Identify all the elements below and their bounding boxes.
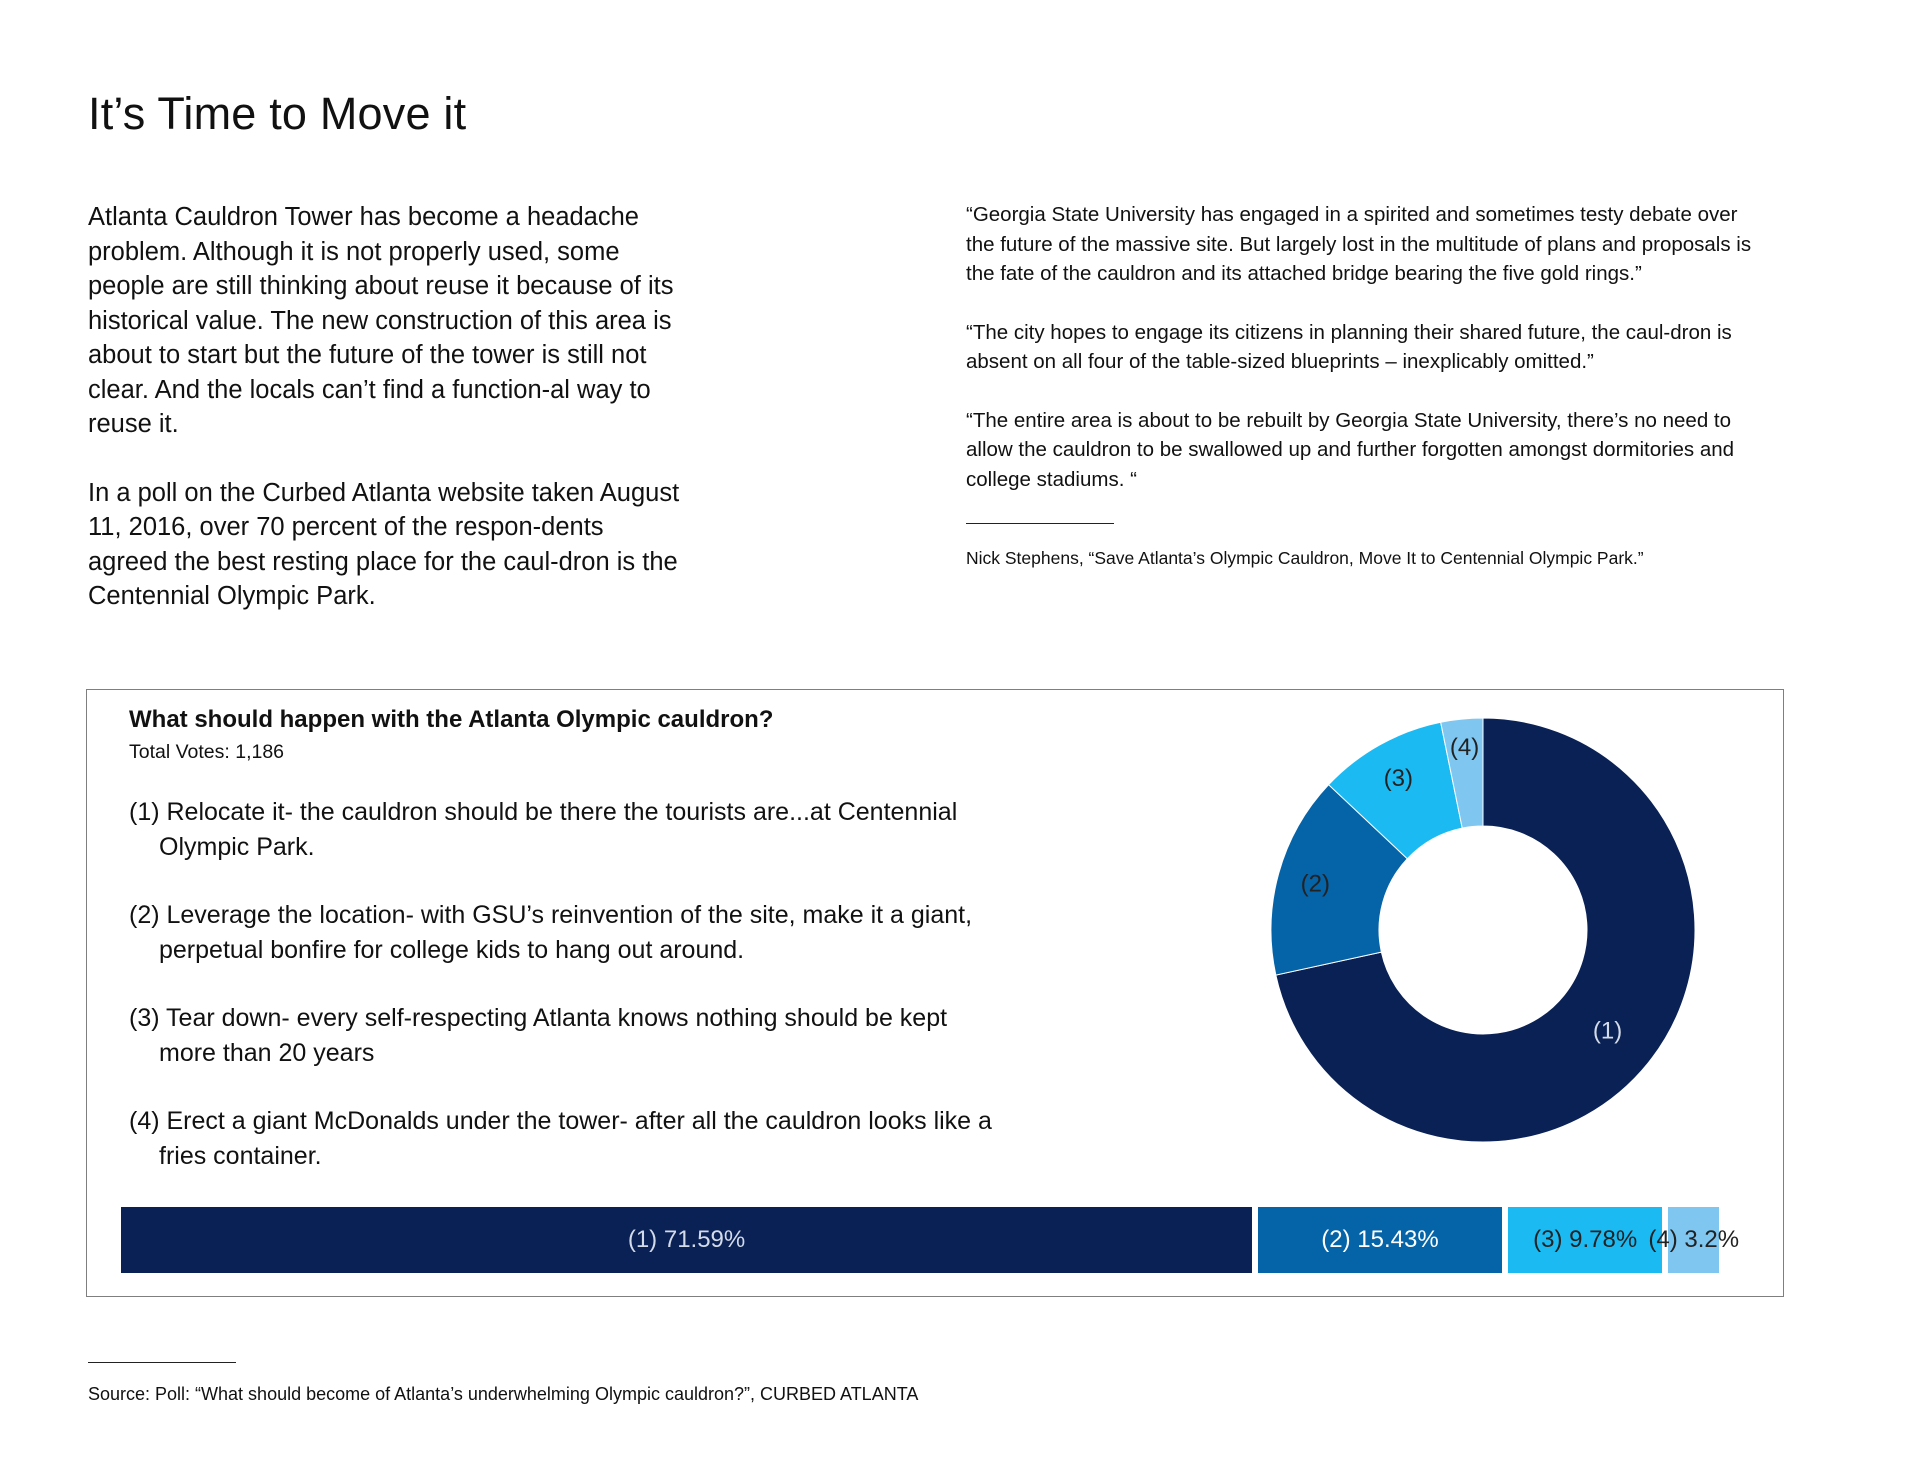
donut-label-3: (3) [1383, 764, 1413, 792]
bar-label-1: (1) 71.59% [627, 1226, 746, 1253]
page-title: It’s Time to Move it [88, 88, 467, 139]
poll-option: (4) Erect a giant McDonalds under the tower- after all the cauldron looks like a fries container. [129, 1107, 992, 1170]
poll-option: (1) Relocate it- the cauldron should be there the tourists are...at Centennial Olympic Park. [129, 798, 958, 861]
poll-total-votes: Total Votes: 1,186 [129, 741, 285, 763]
poll-question: What should happen with the Atlanta Olympic cauldron? [129, 706, 774, 733]
bar-segment-4 [1648, 1207, 1740, 1273]
poll-option: (3) Tear down- every self-respecting Atlanta knows nothing should be kept more than 20 years [129, 1004, 948, 1067]
donut-chart [1265, 712, 1725, 1172]
bar-label-2: (2) 15.43% [1321, 1226, 1439, 1253]
quote: “The entire area is about to be rebuilt by Georgia State University, there’s no need to allow the cauldron to be swallowed up and further forgotten amongst dormitories and college stadiums. “ [966, 408, 1735, 491]
bar-segment-3 [1508, 1207, 1663, 1273]
intro-text [88, 200, 688, 648]
intro-paragraph: Atlanta Cauldron Tower has become a headache problem. Although it is not properly used, some people are still thinking about reuse it because of its historical value. The new construction of this area is about to start but the future of the tower is still not clear. And the locals can’t find a function-al way to reuse it. [88, 203, 674, 438]
quote: “The city hopes to engage its citizens in planning their shared future, the caul-dron is absent on all four of the table-sized blueprints – inexplicably omitted.” [966, 320, 1732, 373]
quote: “Georgia State University has engaged in a spirited and sometimes testy debate over the future of the massive site. But largely lost in the multitude of plans and proposals is the fate of the cauldron and its attached bridge bearing the five gold rings.” [966, 203, 1752, 285]
bar-segment-2 [1258, 1207, 1502, 1273]
donut-label-1: (1) [1592, 1017, 1623, 1045]
donut-label-2: (2) [1300, 870, 1330, 898]
source-note: Source: Poll: “What should become of Atlanta’s underwhelming Olympic cauldron?”, CURBED ATLANTA [88, 1384, 919, 1404]
bar-segment-1 [121, 1207, 1252, 1273]
quote-divider [966, 523, 1114, 524]
source-divider [88, 1362, 236, 1363]
poll-option: (2) Leverage the location- with GSU’s reinvention of the site, make it a giant, perpetual bonfire for college kids to hang out around. [129, 901, 973, 964]
stacked-bar-chart [121, 1207, 1740, 1273]
bar-label-4: (4) 3.2% [1648, 1226, 1740, 1253]
quote-credit: Nick Stephens, “Save Atlanta’s Olympic Cauldron, Move It to Centennial Olympic Park.” [966, 548, 1644, 568]
poll-options [129, 795, 1009, 1207]
bar-label-3: (3) 9.78% [1533, 1226, 1638, 1253]
quotes-column [966, 200, 1766, 599]
donut-label-4: (4) [1449, 733, 1480, 761]
intro-paragraph: In a poll on the Curbed Atlanta website taken August 11, 2016, over 70 percent of the respon-dents agreed the best resting place for the caul-dron is the Centennial Olympic Park. [88, 478, 680, 610]
poll-box [86, 689, 1784, 1297]
